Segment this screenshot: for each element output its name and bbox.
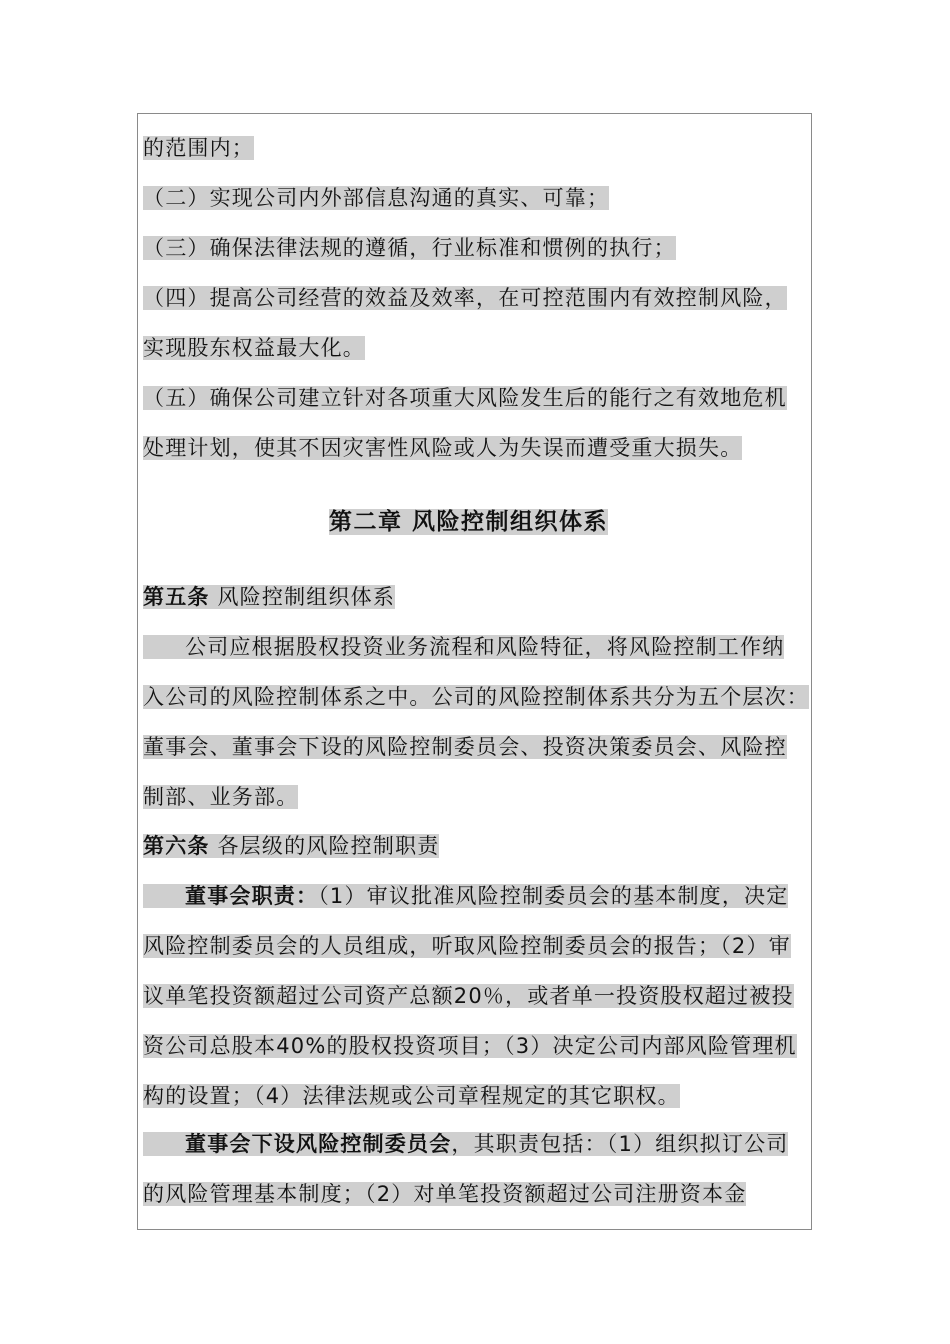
line-text: （四）提高公司经营的效益及效率，在可控范围内有效控制风险， — [143, 286, 787, 310]
article-5-number: 第五条 — [143, 585, 210, 609]
text-line-item-3 — [143, 232, 676, 264]
text-line-scope — [143, 132, 254, 164]
chapter-title-text: 第二章 风险控制组织体系 — [329, 509, 609, 535]
line-text: 董事会、董事会下设的风险控制委员会、投资决策委员会、风险控 — [143, 735, 787, 759]
line-text: 构的设置；（4）法律法规或公司章程规定的其它职权。 — [143, 1084, 680, 1108]
line-text: 实现股东权益最大化。 — [143, 336, 365, 360]
indent — [143, 880, 185, 912]
line-text: 入公司的风险控制体系之中。公司的风险控制体系共分为五个层次： — [143, 685, 809, 709]
line-text: （1）审议批准风险控制委员会的基本制度，决定 — [318, 884, 789, 908]
text-line-item-4-cont — [143, 332, 365, 364]
article-5-heading — [143, 581, 395, 613]
board-duties-line-1 — [143, 880, 788, 912]
article-6-number: 第六条 — [143, 834, 210, 858]
board-duties-label: 董事会职责： — [185, 884, 319, 908]
text-line-item-5 — [143, 382, 787, 414]
article-5-line-1 — [143, 631, 784, 663]
board-duties-line-3 — [143, 980, 794, 1012]
line-text: （三）确保法律法规的遵循，行业标准和惯例的执行； — [143, 236, 676, 260]
line-text: 处理计划，使其不因灾害性风险或人为失误而遭受重大损失。 — [143, 436, 743, 460]
line-text: 的范围内； — [143, 136, 254, 160]
article-6-heading — [143, 830, 439, 862]
line-text: （二）实现公司内外部信息沟通的真实、可靠； — [143, 186, 610, 210]
committee-duties-line-1 — [143, 1128, 788, 1160]
committee-label: 董事会下设风险控制委员会 — [185, 1132, 452, 1156]
indent — [143, 631, 185, 663]
board-duties-line-5 — [143, 1080, 680, 1112]
line-text: 资公司总股本40%的股权投资项目；（3）决定公司内部风险管理机 — [143, 1034, 797, 1058]
line-text: 议单笔投资额超过公司资产总额20％，或者单一投资股权超过被投 — [143, 984, 794, 1008]
text-line-item-2 — [143, 182, 609, 214]
line-text: ，其职责包括：（1）组织拟订公司 — [451, 1132, 789, 1156]
text-line-item-5-cont — [143, 432, 742, 464]
text-line-item-4 — [143, 282, 787, 314]
article-6-title: 各层级的风险控制职责 — [209, 834, 440, 858]
line-text: （五）确保公司建立针对各项重大风险发生后的能行之有效地危机 — [143, 386, 787, 410]
chapter-title — [329, 504, 608, 540]
board-duties-line-4 — [143, 1030, 797, 1062]
article-5-line-4 — [143, 781, 298, 813]
line-text: 制部、业务部。 — [143, 785, 299, 809]
article-5-line-2 — [143, 681, 809, 713]
article-5-line-3 — [143, 731, 787, 763]
committee-duties-line-2 — [143, 1178, 746, 1210]
article-5-title: 风险控制组织体系 — [209, 585, 396, 609]
line-text: 风险控制委员会的人员组成，听取风险控制委员会的报告；（2）审 — [143, 934, 791, 958]
line-text: 公司应根据股权投资业务流程和风险特征，将风险控制工作纳 — [185, 635, 785, 659]
line-text: 的风险管理基本制度；（2）对单笔投资额超过公司注册资本金 — [143, 1182, 747, 1206]
indent — [143, 1128, 185, 1160]
board-duties-line-2 — [143, 930, 791, 962]
page-frame — [137, 113, 812, 1230]
